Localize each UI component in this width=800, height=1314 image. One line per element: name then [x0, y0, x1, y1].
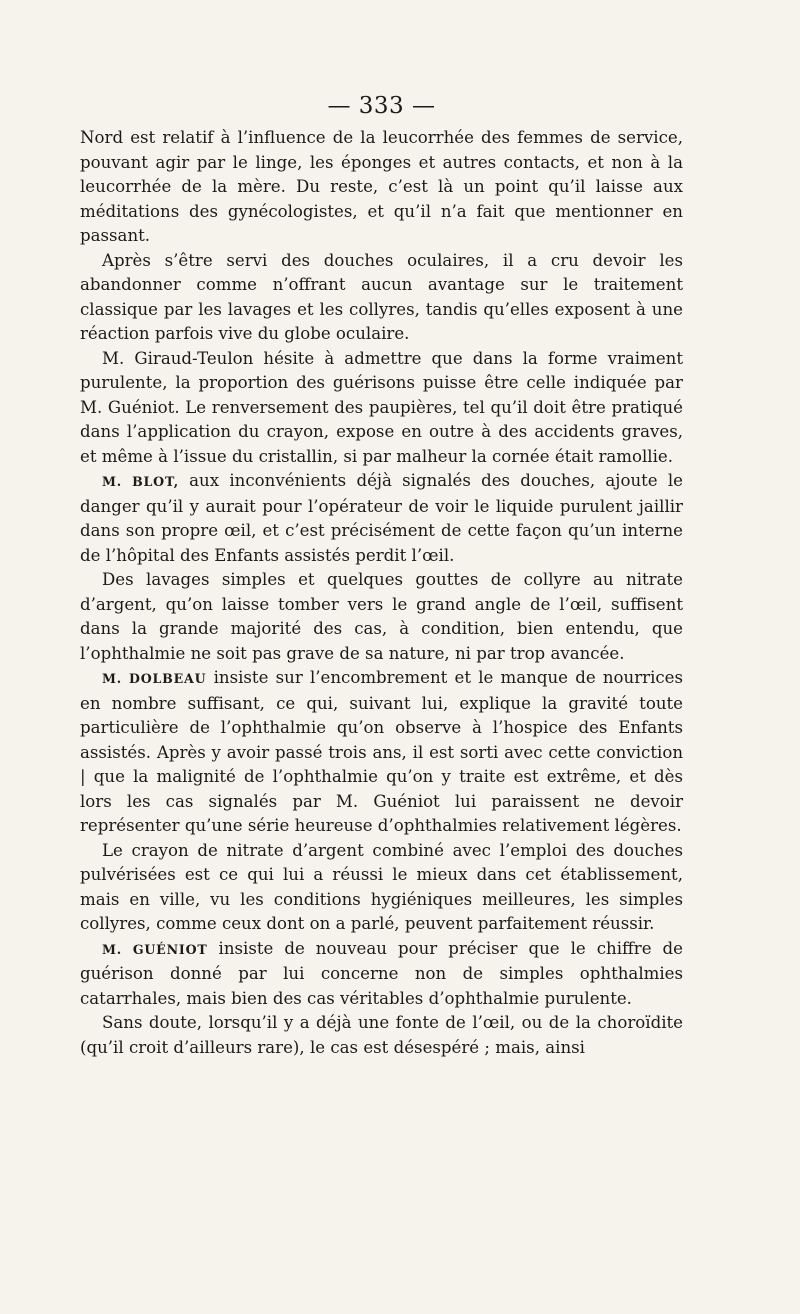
- paragraph-text: Des lavages simples et quelques gouttes de collyre au nitrate d’argent, qu’on laisse tomber vers le grand angle de l’œil, suffisent dans la grande majorité des cas, à condition, bien entendu, que l’ophthalmie ne soit pas grave de sa nature, ni par trop avancée.: [80, 570, 683, 663]
- paragraph-dolbeau: [80, 666, 683, 839]
- page-number: — 333 —: [327, 93, 436, 119]
- paragraph-text: Le crayon de nitrate d’argent combiné avec l’emploi des douches pulvérisées est ce qui lui a réussi le mieux dans cet établissement, mais en ville, vu les conditions hygiéniques meilleures, les simples collyres, comme ceux dont on a parlé, peuvent parfaitement réussir.: [80, 840, 683, 933]
- paragraph-text: Après s’être servi des douches oculaires, il a cru devoir les abandonner comme n’offrant aucun avantage sur le traitement classique par les lavages et les collyres, tandis qu’elles exposent à une réaction parfois vive du globe oculaire.: [80, 250, 683, 343]
- paragraph-text: insiste de nouveau pour préciser que le chiffre de guérison donné par lui concerne non de simples ophthalmies catarrhales, mais bien des cas véritables d’ophthalmie purulente.: [80, 938, 683, 1008]
- paragraph-text: M. Giraud-Teulon hésite à admettre que dans la forme vraiment purulente, la proportion des guérisons puisse être celle indiquée par M. Guéniot. Le renversement des paupières, tel qu’il doit être pratiqué dans l’application du crayon, expose en outre à des accidents graves, et même à l’issue du cristallin, si par malheur la cornée était ramollie.: [80, 348, 683, 466]
- paragraph-giraud-teulon: [80, 347, 683, 470]
- document-page: [80, 92, 683, 1060]
- paragraph-douches-oculaires: [80, 249, 683, 347]
- paragraph-blot: [80, 469, 683, 568]
- paragraph-crayon-nitrate: [80, 839, 683, 937]
- paragraph-text: insiste sur l’encombrement et le manque de nourrices en nombre suffisant, ce qui, suivant lui, explique la gravité toute particulière de l’ophthalmie qu’on observe à l’hospice des Enfants assistés. Après y avoir passé trois ans, il est sorti avec cette conviction | que la malignité de l’ophthalmie qu’on y traite est extrême, et dès lors les cas signalés par M. Guéniot lui paraissent ne devoir représenter qu’une série heureuse d’ophthalmies relativement légères.: [80, 668, 684, 835]
- speaker-gueniot: M. GUÉNIOT: [102, 941, 208, 957]
- speaker-blot: M. BLOT,: [102, 474, 179, 489]
- paragraph-text: aux inconvénients déjà signalés des douches, ajoute le danger qu’il y aurait pour l’opérateur de voir le liquide purulent jaillir dans son propre œil, et c’est précisément de cette façon qu’un interne de l’hôpital des Enfants assistés perdit l’œil.: [80, 471, 683, 565]
- speaker-dolbeau: M. DOLBEAU: [102, 671, 207, 686]
- paragraph-lavages: [80, 568, 683, 666]
- paragraph-sans-doute: [80, 1011, 683, 1060]
- paragraph-text: Nord est relatif à l’influence de la leucorrhée des femmes de service, pouvant agir par le linge, les éponges et autres contacts, et non à la leucorrhée de la mère. Du reste, c’est là un point qu’il laisse aux méditations des gynécologistes, et qu’il n’a fait que mentionner en passant.: [80, 128, 683, 245]
- paragraph-continued: [80, 126, 683, 249]
- paragraph-gueniot: [80, 937, 683, 1012]
- paragraph-text: Sans doute, lorsqu’il y a déjà une fonte de l’œil, ou de la choroïdite (qu’il croit d’ailleurs rare), le cas est désespéré ; mais, ainsi: [80, 1013, 683, 1057]
